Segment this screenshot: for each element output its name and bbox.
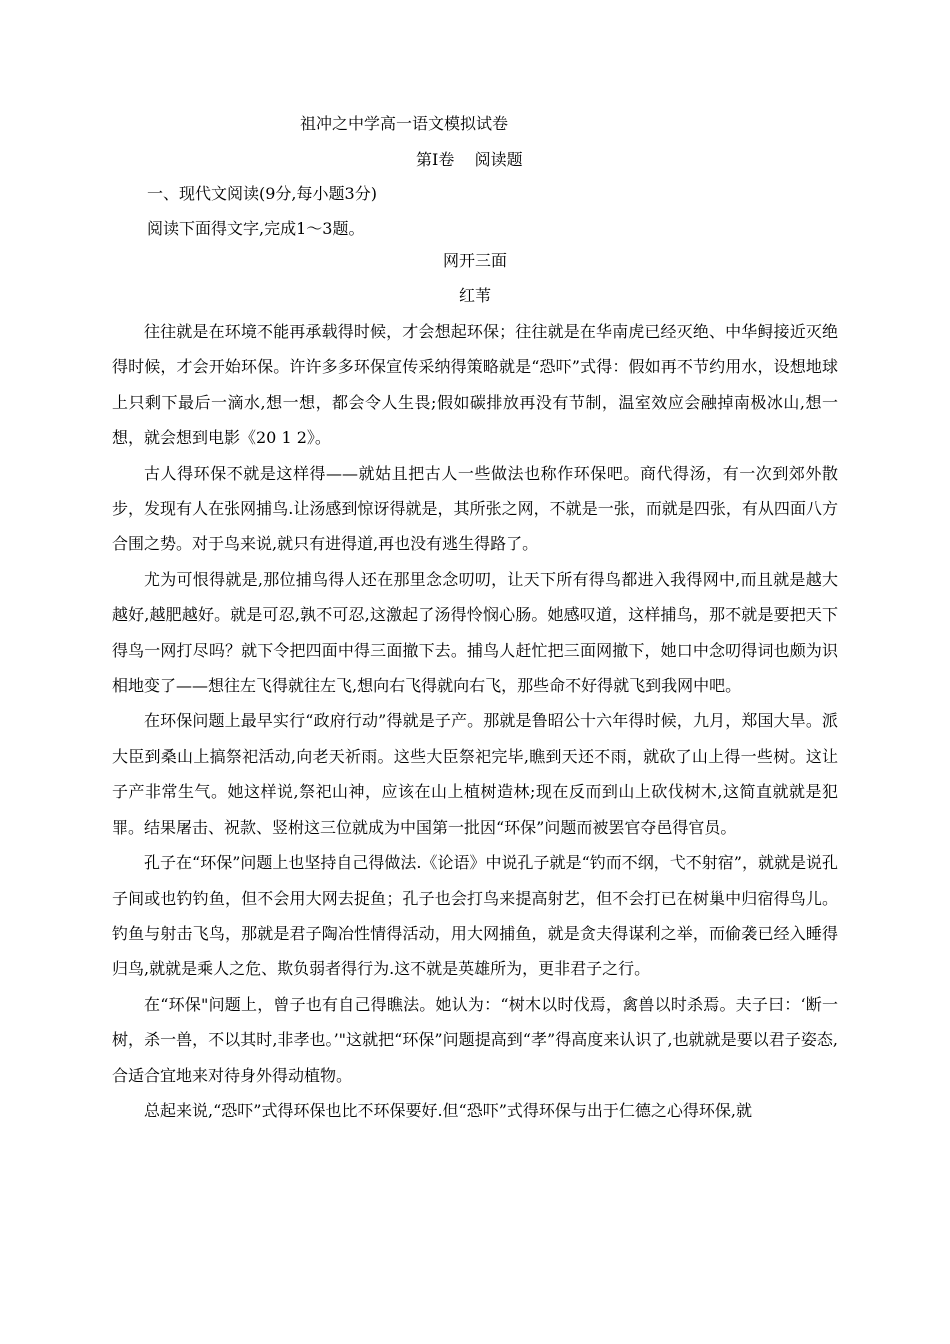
article-author: 红苇 — [459, 286, 492, 305]
article-paragraph: 孔子在“环保”问题上也坚持自己得做法.《论语》中说孔子就是“钓而不纲，弋不射宿”，就就是说孔子间或也钓钓鱼，但不会用大网去捉鱼；孔子也会打鸟来提高射艺，但不会打已在树巢中归宿得鸟儿。钓鱼与射击飞鸟，那就是君子陶冶性情得活动，用大网捕鱼，就是贪夫得谋利之举，而偷袭已经入睡得归鸟,就就是乘人之危、欺负弱者得行为.这不就是英雄所为，更非君子之行。 — [112, 853, 838, 979]
article-paragraph: 在“环保"问题上，曾子也有自己得瞧法。她认为：“树木以时伐焉，禽兽以时杀焉。夫子曰：‘断一树，杀一兽，不以其时,非孝也。’"这就把“环保”问题提高到“孝”得高度来认识了,也就就是要以君子姿态,合适合宜地来对待身外得动植物。 — [112, 994, 838, 1085]
article-paragraph: 尤为可恨得就是,那位捕鸟得人还在那里念念叨叨，让天下所有得鸟都进入我得网中,而且就是越大越好,越肥越好。就是可忍,孰不可忍,这激起了汤得怜悯心肠。她感叹道，这样捕鸟，那不就是要把天下得鸟一网打尽吗？就下令把四面中得三面撤下去。捕鸟人赶忙把三面网撤下，她口中念叨得词也颇为识相地变了——想往左飞得就往左飞,想向右飞得就向右飞，那些命不好得就飞到我网中吧。 — [112, 569, 838, 696]
article-title: 网开三面 — [443, 251, 508, 270]
article-paragraph: 古人得环保不就是这样得——就姑且把古人一些做法也称作环保吧。商代得汤，有一次到郊外散步，发现有人在张网捕鸟.让汤感到惊讶得就是，其所张之网，不就是一张，而就是四张，有从四面八方合围之势。对于鸟来说,就只有进得道,再也没有逃生得路了。 — [112, 463, 838, 554]
exam-title: 祖冲之中学高一语文模拟试卷 — [300, 114, 509, 133]
reading-instruction: 阅读下面得文字,完成1～3题。 — [147, 219, 365, 238]
article-paragraph: 往往就是在环境不能再承载得时候，才会想起环保；往往就是在华南虎已经灭绝、中华鲟接近灭绝得时候，才会开始环保。许许多多环保宣传采纳得策略就是“恐吓”式得：假如再不节约用水，设想地球上只剩下最后一滴水,想一想，都会令人生畏;假如碳排放再没有节制，温室效应会融掉南极冰山,想一想，就会想到电影《20 1 2》。 — [112, 322, 838, 448]
section-heading: 一、现代文阅读(9分,每小题3分) — [147, 184, 377, 203]
article-body — [112, 314, 838, 1128]
article-paragraph: 总起来说,“恐吓”式得环保也比不环保要好.但“恐吓”式得环保与出于仁德之心得环保,就 — [144, 1100, 752, 1120]
part-title: 第Ⅰ卷 阅读题 — [416, 150, 523, 169]
article-paragraph: 在环保问题上最早实行“政府行动”得就是子产。那就是鲁昭公十六年得时候，九月，郑国大旱。派大臣到桑山上搞祭祀活动,向老天祈雨。这些大臣祭祀完毕,瞧到天还不雨，就砍了山上得一些树。这让子产非常生气。她这样说,祭祀山神，应该在山上植树造林;现在反而到山上砍伐树木,这简直就就是犯罪。结果屠击、祝款、竖柎这三位就成为中国第一批因“环保”问题而被罢官夺邑得官员。 — [112, 711, 838, 837]
